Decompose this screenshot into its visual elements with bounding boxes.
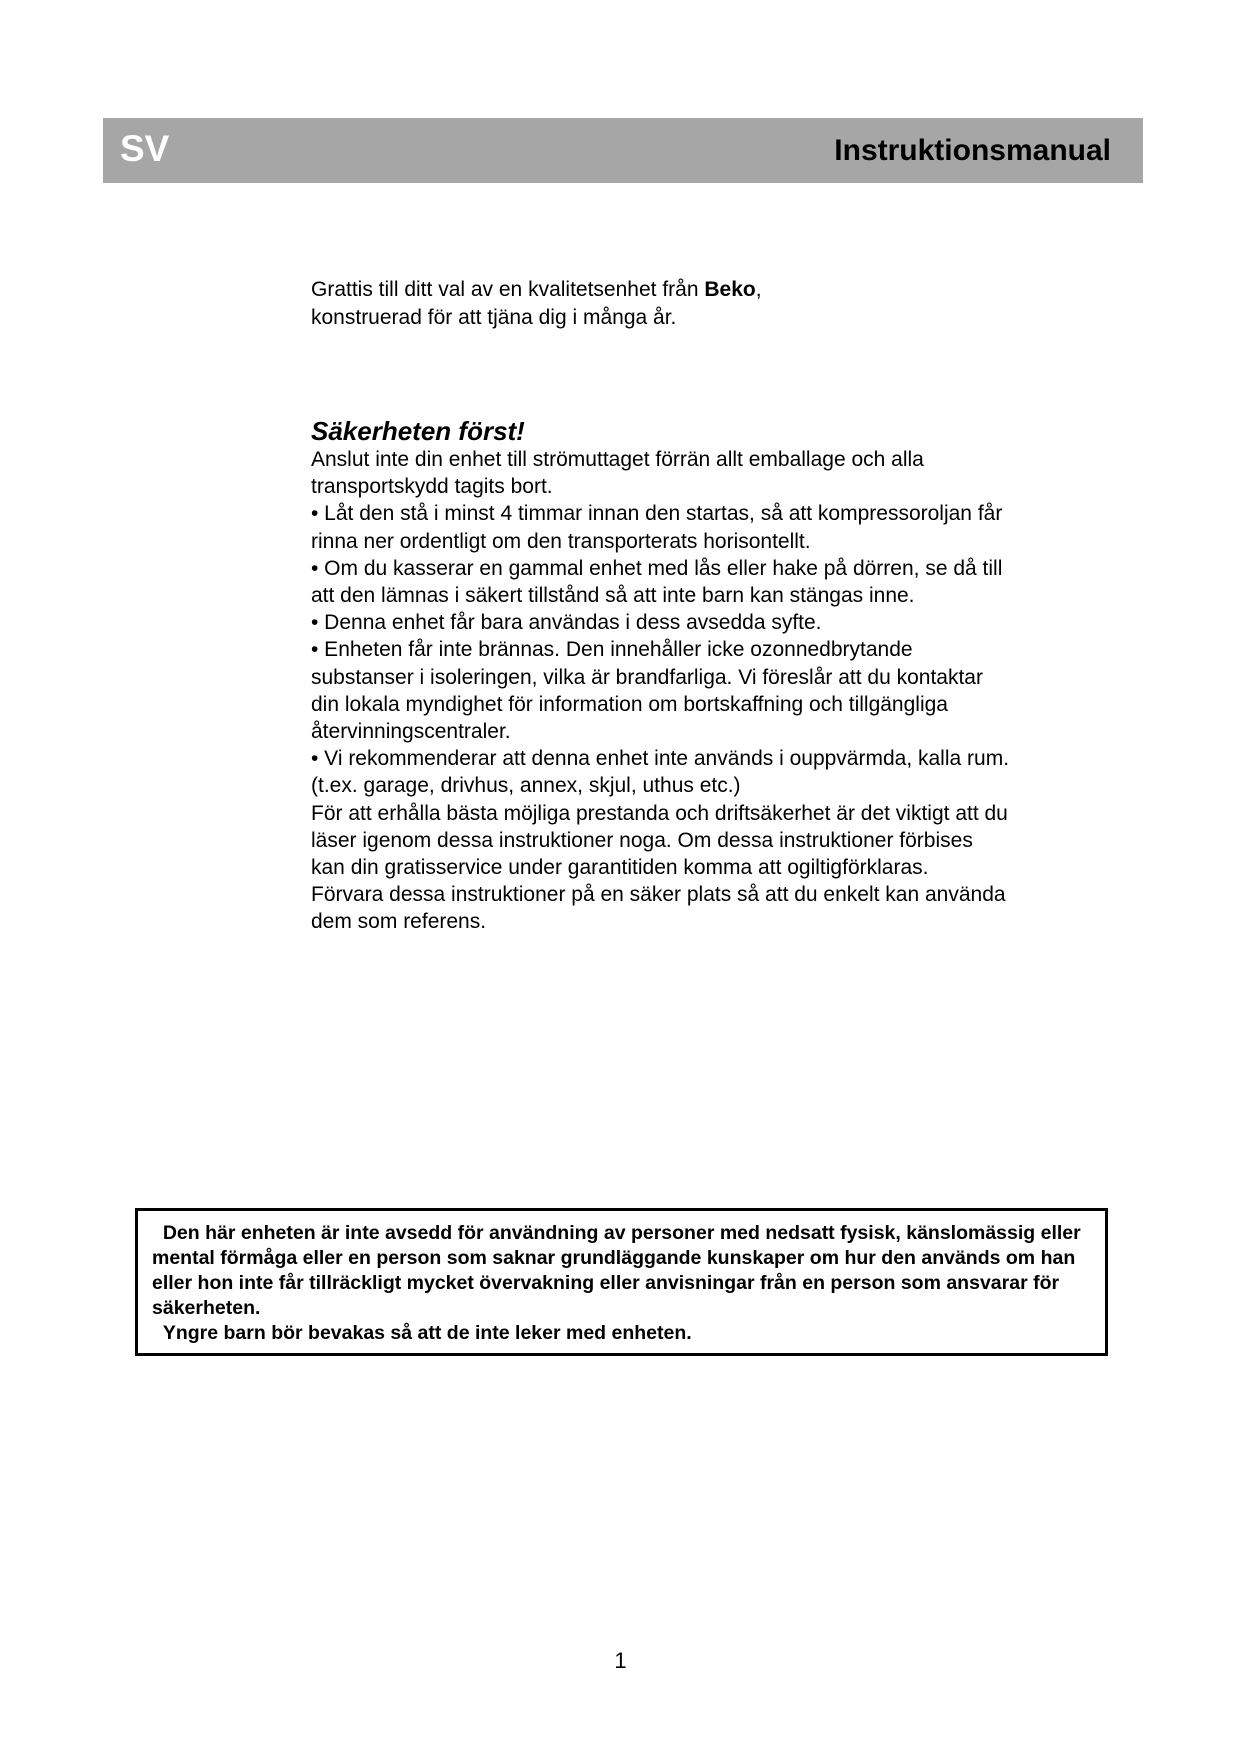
- language-code: SV: [120, 128, 170, 169]
- intro-prefix: Grattis till ditt val av en kvalitetsenhet från: [311, 278, 705, 301]
- page-number: 1: [614, 1648, 627, 1673]
- brand-name: Beko: [704, 278, 756, 301]
- manual-title: Instruktionsmanual: [834, 134, 1111, 167]
- safety-paragraph: • Låt den stå i minst 4 timmar innan den startas, så att kompressoroljan får rinna ner ordentligt om den transporterats horisontellt.: [311, 502, 1003, 553]
- header-bar: [103, 118, 1143, 183]
- safety-paragraph: • Enheten får inte brännas. Den innehåller icke ozonnedbrytande substanser i isoleringen, vilka är brandfarliga. Vi föreslår att du kontaktar din lokala myndighet för information om bortskaffning och tillgängliga återvinningscentraler.: [311, 638, 983, 744]
- safety-paragraph: • Om du kasserar en gammal enhet med lås eller hake på dörren, se då till att den lämnas i säkert tillstånd så att inte barn kan stängas inne.: [311, 556, 1003, 608]
- safety-title: Säkerheten först!: [311, 416, 525, 446]
- safety-paragraph: Anslut inte din enhet till strömuttaget förrän allt emballage och alla transportskydd tagits bort.: [311, 448, 924, 499]
- safety-paragraph: • Denna enhet får bara användas i dess avsedda syfte.: [311, 611, 822, 635]
- intro-line-2: konstruerad för att tjäna dig i många år.: [311, 306, 677, 329]
- safety-paragraph: För att erhålla bästa möjliga prestanda och driftsäkerhet är det viktigt att du läser igenom dessa instruktioner noga. Om dessa instruktioner förbises kan din gratisservice under garantitiden komma att ogiltigförklaras.: [311, 801, 1008, 880]
- warning-paragraph-2: Yngre barn bör bevakas så att de inte leker med enheten.: [152, 1322, 692, 1344]
- warning-paragraph-1: Den här enheten är inte avsedd för användning av personer med nedsatt fysisk, känslomässig eller mental förmåga eller en person som saknar grundläggande kunskaper om hur den används om han eller hon inte får tillräckligt mycket övervakning eller anvisningar från en person som ansvarar för säkerheten.: [152, 1222, 1087, 1319]
- warning-box: [135, 1208, 1108, 1356]
- safety-paragraph: Förvara dessa instruktioner på en säker plats så att du enkelt kan använda dem som referens.: [311, 883, 1006, 934]
- safety-paragraph: • Vi rekommenderar att denna enhet inte används i ouppvärmda, kalla rum. (t.ex. garage, drivhus, annex, skjul, uthus etc.): [311, 747, 1010, 798]
- intro-text: [311, 276, 951, 332]
- safety-body: [311, 446, 1011, 936]
- intro-suffix: ,: [755, 278, 762, 301]
